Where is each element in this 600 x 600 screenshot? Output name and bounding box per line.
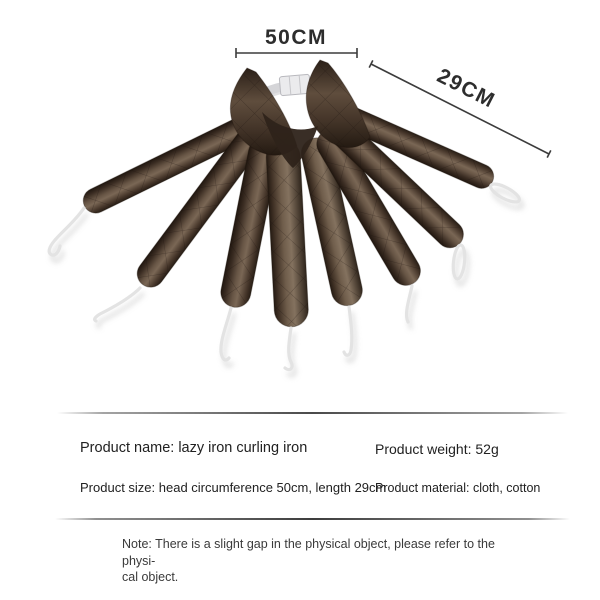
- note-line-2: cal object.: [122, 570, 179, 584]
- note-line-1: Note: There is a slight gap in the physical object, please refer to the physi-: [122, 537, 495, 568]
- spec-product-size: Product size: head circumference 50cm, length 29cm: [80, 480, 387, 495]
- divider-bottom: [55, 518, 570, 520]
- length-dimension-label: 29CM: [433, 64, 500, 113]
- width-dimension-line: [236, 48, 357, 58]
- spec-product-name: Product name: lazy iron curling iron: [80, 440, 308, 456]
- divider-top: [57, 412, 568, 414]
- width-dimension-label: 50CM: [264, 26, 328, 49]
- spec-product-weight: Product weight: 52g: [375, 441, 499, 457]
- spec-product-material: Product material: cloth, cotton: [375, 481, 541, 495]
- note-text: [122, 536, 502, 586]
